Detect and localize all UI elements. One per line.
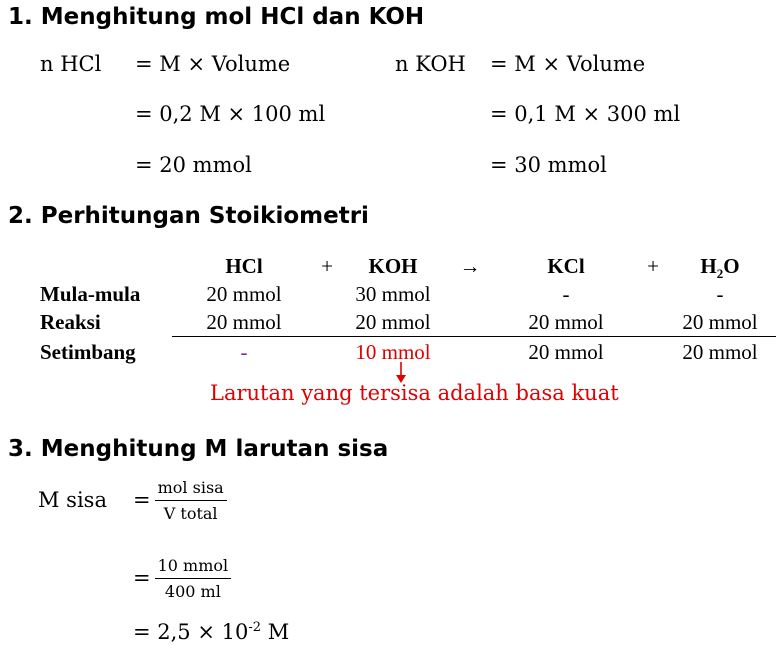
cell-reaksi-kcl: 20 mmol	[528, 310, 604, 334]
cell-setimbang-kcl: 20 mmol	[528, 340, 604, 364]
n-koh-line2: = 0,1 M × 300 ml	[490, 102, 681, 126]
cell-mula-h2o: -	[716, 282, 724, 306]
species-h2o: $H_2O$	[700, 254, 740, 282]
cell-mula-hcl: 20 mmol	[206, 282, 282, 306]
species-hcl: HCl	[225, 254, 263, 278]
n-hcl-line3: = 20 mmol	[135, 153, 252, 177]
equation-step-2: = $\frac{\text{10 mmol}}{400 ml}$	[133, 550, 231, 606]
n-hcl-line2: = 0,2 M × 100 ml	[135, 102, 326, 126]
conclusion-note: Larutan yang tersisa adalah basa kuat	[210, 381, 619, 405]
n-hcl-line1: = M × Volume	[135, 52, 291, 76]
cell-reaksi-hcl: 20 mmol	[206, 310, 282, 334]
cell-reaksi-koh: 20 mmol	[355, 310, 431, 334]
final-result: = $2,5 \times 10^{-2}$ M	[133, 620, 290, 644]
cell-setimbang-hcl: -	[240, 340, 248, 364]
cell-setimbang-koh: 10 mmol	[355, 340, 431, 364]
m-sisa-label: M sisa	[38, 488, 107, 512]
n-koh-label: n KOH	[395, 52, 466, 76]
n-koh-line3: = 30 mmol	[490, 153, 607, 177]
cell-reaksi-h2o: 20 mmol	[682, 310, 758, 334]
row-label-mula-mula: Mula-mula	[40, 282, 141, 306]
table-divider-line	[172, 336, 776, 337]
plus-sign-1: +	[321, 254, 333, 278]
species-kcl: KCl	[547, 254, 585, 278]
plus-sign-2: +	[647, 254, 659, 278]
cell-mula-kcl: -	[562, 282, 570, 306]
n-hcl-label: n HCl	[40, 52, 102, 76]
row-label-setimbang: Setimbang	[40, 340, 136, 364]
cell-setimbang-h2o: 20 mmol	[682, 340, 758, 364]
fraction-values: $\frac{\text{10 mmol}}{400 ml}$	[155, 556, 232, 601]
section3-heading: 3. Menghitung M larutan sisa	[8, 436, 389, 462]
reaction-arrow: →	[459, 254, 481, 278]
species-koh: KOH	[368, 254, 418, 278]
row-label-reaksi: Reaksi	[40, 310, 101, 334]
section2-heading: 2. Perhitungan Stoikiometri	[8, 203, 369, 229]
cell-mula-koh: 30 mmol	[355, 282, 431, 306]
equation-step-1: = $\frac{\text{mol sisa}}{\text{V total}}$	[133, 472, 227, 528]
fraction-mol-per-volume: $\frac{\text{mol sisa}}{\text{V total}}$	[155, 478, 227, 523]
section1-heading: 1. Menghitung mol HCl dan KOH	[8, 4, 425, 30]
n-koh-line1: = M × Volume	[490, 52, 646, 76]
